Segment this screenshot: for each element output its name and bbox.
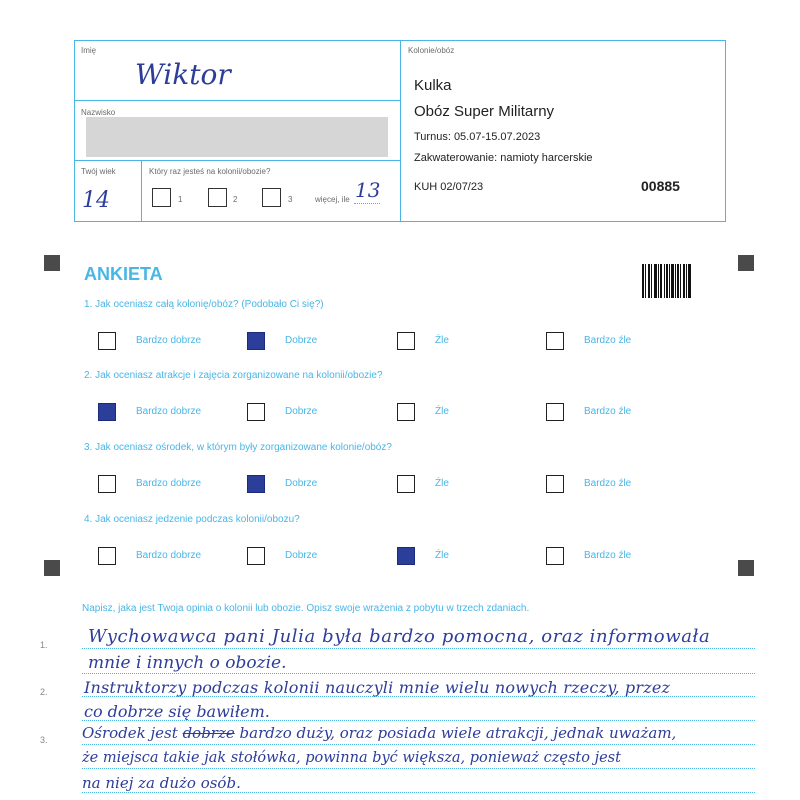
imie-label: Imię xyxy=(81,46,97,55)
header-row-line xyxy=(74,160,401,161)
question-3-option-2-label: Dobrze xyxy=(285,478,318,489)
writing-line xyxy=(82,744,755,745)
question-3-option-1-label: Bardzo dobrze xyxy=(136,478,202,489)
question-1-option-2-label: Dobrze xyxy=(285,335,318,346)
opinion-number-2: 2. xyxy=(40,687,48,697)
visit-count-label-3: 3 xyxy=(288,195,293,204)
question-2-option-3-checkbox[interactable] xyxy=(397,403,415,421)
nazwisko-label: Nazwisko xyxy=(81,108,116,117)
turnus-text: Turnus: 05.07-15.07.2023 xyxy=(414,131,541,143)
opinion-line-6: że miejsca takie jak stołówka, powinna być większa, ponieważ często jest xyxy=(82,750,621,766)
camp-name: Kulka xyxy=(414,77,452,94)
question-2-option-1-label: Bardzo dobrze xyxy=(136,406,202,417)
question-2-option-2-checkbox[interactable] xyxy=(247,403,265,421)
registration-marker xyxy=(738,255,754,271)
form-number: 00885 xyxy=(641,178,680,194)
question-2-option-4-label: Bardzo źle xyxy=(584,406,632,417)
header-divider xyxy=(400,40,401,221)
question-3-option-4-checkbox[interactable] xyxy=(546,475,564,493)
opinion-line-5-text: bardzo duży, oraz posiada wiele atrakcji, jednak uważam, xyxy=(234,724,677,742)
question-2-option-2-label: Dobrze xyxy=(285,406,318,417)
visit-count-checkbox-2[interactable] xyxy=(208,188,227,207)
question-3-option-3-checkbox[interactable] xyxy=(397,475,415,493)
wiek-value: 14 xyxy=(82,188,110,213)
opinion-prompt: Napisz, jaka jest Twoja opinia o kolonii lub obozie. Opisz swoje wrażenia z pobytu w trzech zdaniach. xyxy=(82,603,530,614)
zakwaterowanie-text: Zakwaterowanie: namioty harcerskie xyxy=(414,152,593,164)
writing-line xyxy=(82,792,755,793)
wiecej-label: więcej, ile xyxy=(315,195,350,204)
visit-count-label-1: 1 xyxy=(178,195,183,204)
visit-count-checkbox-1[interactable] xyxy=(152,188,171,207)
header-col-line xyxy=(141,160,142,221)
kolonie-label: Kolonie/obóz xyxy=(408,46,455,55)
survey-title: ANKIETA xyxy=(84,264,163,284)
header-row-line xyxy=(74,100,401,101)
question-4-option-2-checkbox[interactable] xyxy=(247,547,265,565)
opinion-line-4: co dobrze się bawiłem. xyxy=(84,702,270,721)
question-1-option-1-label: Bardzo dobrze xyxy=(136,335,202,346)
question-1-option-3-label: Źle xyxy=(435,335,449,346)
question-3-option-3-label: Źle xyxy=(435,478,449,489)
registration-marker xyxy=(44,560,60,576)
visit-count-checkbox-3[interactable] xyxy=(262,188,281,207)
turnus-code: KUH 02/07/23 xyxy=(414,181,484,193)
question-1-option-3-checkbox[interactable] xyxy=(397,332,415,350)
imie-value: Wiktor xyxy=(135,58,231,91)
question-4-option-4-checkbox[interactable] xyxy=(546,547,564,565)
crossed-out-word: dobrze xyxy=(182,724,235,742)
question-4-text: 4. Jak oceniasz jedzenie podczas kolonii/obozu? xyxy=(84,514,300,525)
visit-count-label-2: 2 xyxy=(233,195,238,204)
wiecej-dotted-line xyxy=(354,203,380,204)
writing-line xyxy=(82,648,755,649)
opinion-line-7: na niej za dużo osób. xyxy=(82,774,241,792)
question-2-option-1-checkbox[interactable] xyxy=(98,403,116,421)
question-4-option-2-label: Dobrze xyxy=(285,550,318,561)
opinion-line-5-start: Ośrodek jest xyxy=(82,724,183,742)
question-1-option-2-checkbox[interactable] xyxy=(247,332,265,350)
question-3-option-4-label: Bardzo źle xyxy=(584,478,632,489)
wiek-label: Twój wiek xyxy=(81,167,116,176)
writing-line xyxy=(82,768,755,769)
writing-line xyxy=(82,673,755,674)
question-4-option-3-label: Źle xyxy=(435,550,449,561)
question-1-text: 1. Jak oceniasz całą kolonię/obóz? (Podobało Ci się?) xyxy=(84,299,324,310)
opinion-line-5 xyxy=(82,724,676,742)
question-1-option-4-label: Bardzo źle xyxy=(584,335,632,346)
opinion-line-1: Wychowawca pani Julia była bardzo pomocna, oraz informowała xyxy=(88,626,711,647)
question-4-option-3-checkbox[interactable] xyxy=(397,547,415,565)
question-3-text: 3. Jak oceniasz ośrodek, w którym były zorganizowane kolonie/obóz? xyxy=(84,442,392,453)
camp-type: Obóz Super Militarny xyxy=(414,103,555,120)
question-2-option-4-checkbox[interactable] xyxy=(546,403,564,421)
question-2-option-3-label: Źle xyxy=(435,406,449,417)
question-4-option-4-label: Bardzo źle xyxy=(584,550,632,561)
registration-marker xyxy=(738,560,754,576)
opinion-number-1: 1. xyxy=(40,640,48,650)
registration-marker xyxy=(44,255,60,271)
opinion-line-3: Instruktorzy podczas kolonii nauczyli mnie wielu nowych rzeczy, przez xyxy=(84,678,671,697)
question-2-text: 2. Jak oceniasz atrakcje i zajęcia zorganizowane na kolonii/obozie? xyxy=(84,370,383,381)
wiecej-value: 13 xyxy=(355,178,381,202)
opinion-number-3: 3. xyxy=(40,735,48,745)
barcode xyxy=(642,264,692,298)
question-4-option-1-label: Bardzo dobrze xyxy=(136,550,202,561)
question-3-option-1-checkbox[interactable] xyxy=(98,475,116,493)
redacted-surname xyxy=(86,117,388,157)
ktory-label: Który raz jesteś na kolonii/obozie? xyxy=(149,167,271,176)
question-1-option-1-checkbox[interactable] xyxy=(98,332,116,350)
question-4-option-1-checkbox[interactable] xyxy=(98,547,116,565)
question-1-option-4-checkbox[interactable] xyxy=(546,332,564,350)
question-3-option-2-checkbox[interactable] xyxy=(247,475,265,493)
opinion-line-2: mnie i innych o obozie. xyxy=(88,653,287,673)
